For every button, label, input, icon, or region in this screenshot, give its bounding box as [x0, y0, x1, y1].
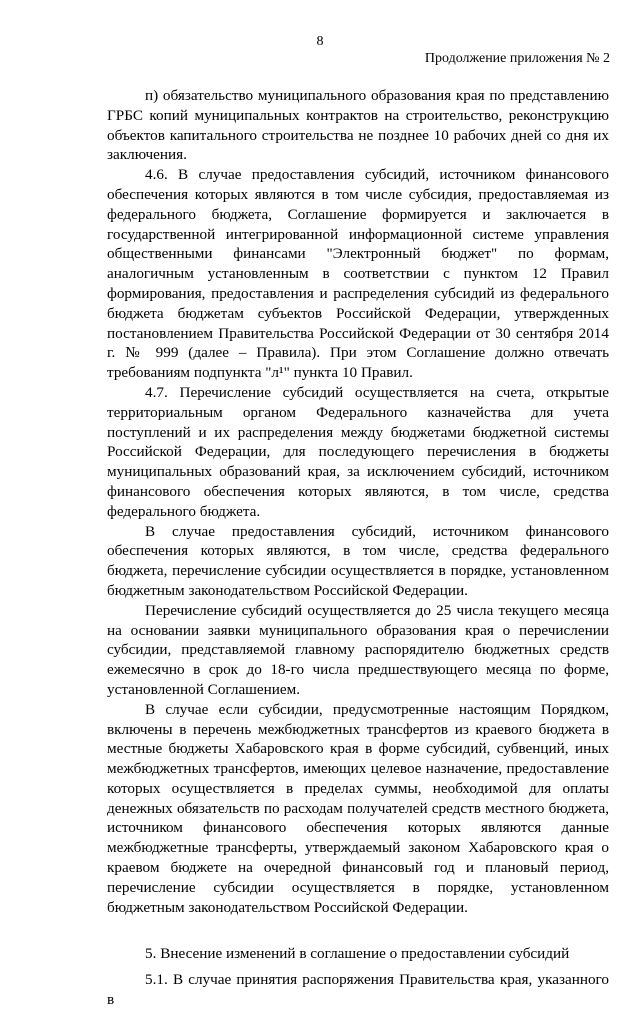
section-heading: 5. Внесение изменений в соглашение о предоставлении субсидий [145, 945, 570, 963]
appendix-continuation-label: Продолжение приложения № 2 [424, 51, 610, 66]
page-number: 8 [316, 34, 324, 49]
paragraph-5-1: 5.1. В случае принятия распоряжения Правительства края, указанного в [107, 971, 609, 1009]
paragraph-transfer-deadline: Перечисление субсидий осуществляется до 25 числа текущего месяца на основании заявки муниципального образования края о перечислении субсидии, представляемой главному распорядителю бюджетных средств ежемесячно в срок до 18-го числа предшествующего месяца по форме, установленной Соглашением. [107, 601, 609, 698]
document-body [107, 86, 609, 1010]
paragraph-federal-budget-case: В случае предоставления субсидий, источником финансового обеспечения которых являются, в том числе, средства федерального бюджета, перечисление субсидии осуществляется в порядке, установленном бюджетным законодательством Российской Федерации. [107, 522, 609, 599]
paragraph-4-7: 4.7. Перечисление субсидий осуществляется на счета, открытые территориальным органом Федерального казначейства для учета поступлений и их распределения между бюджетами бюджетной системы Российской Федерации, для последующего перечисления в бюджеты муниципальных образований края, за исключением субсидий, источником финансового обеспечения которых являются, в том числе, средства федерального бюджета. [107, 383, 609, 520]
section-gap [107, 917, 609, 944]
paragraph-clause-p: п) обязательство муниципального образования края по представлению ГРБС копий муниципальных контрактов на строительство, реконструкцию объектов капитального строительства не позднее 10 рабочих дней со дня их заключения. [107, 87, 609, 164]
paragraph-4-6: 4.6. В случае предоставления субсидий, источником финансового обеспечения которых являются в том числе субсидия, предоставляемая из федерального бюджета, Соглашение формируется и заключается в государственной интегрированной информационной системе управления общественными финансами "Электронный бюджет" по формам, аналогичным установленным в соответствии с пунктом 12 Правил формирования, предоставления и распределения субсидий из федерального бюджета бюджетам субъектов Российской Федерации, утвержденных постановлением Правительства Российской Федерации от 30 сентября 2014 г. № 999 (далее – Правила). При этом Соглашение должно отвечать требованиям подпункта "л¹" пункта 10 Правил. [107, 166, 609, 382]
paragraph-interbudget-transfers: В случае если субсидии, предусмотренные настоящим Порядком, включены в перечень межбюджетных трансфертов из краевого бюджета в местные бюджеты Хабаровского края в форме субсидий, субвенций, иных межбюджетных трансфертов, имеющих целевое назначение, предоставление которых осуществляется в пределах суммы, необходимой для оплаты денежных обязательств по расходам получателей средств местного бюджета, источником финансового обеспечения которых являются данные межбюджетные трансферты, утверждаемый законом Хабаровского края о краевом бюджете на очередной финансовый год и плановый период, перечисление субсидии осуществляется в порядке, установленном бюджетным законодательством Российской Федерации. [107, 700, 609, 916]
